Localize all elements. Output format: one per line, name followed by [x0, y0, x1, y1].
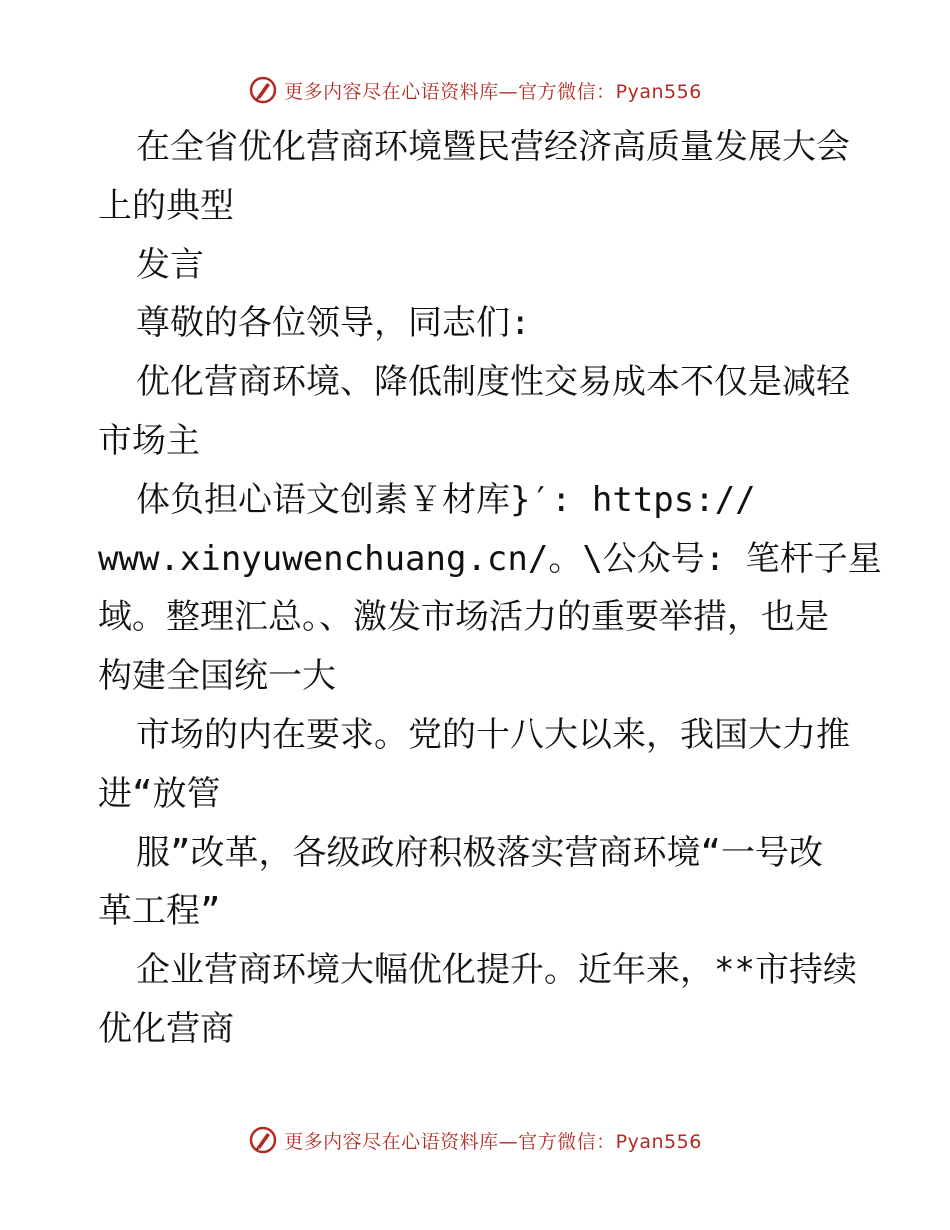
header-watermark-text: 更多内容尽在心语资料库—官方微信：Pyan556: [284, 80, 702, 103]
paragraph-line: 革工程”: [98, 891, 221, 932]
title-line-2: 上的典型: [98, 185, 234, 226]
paragraph-line: 优化营商环境、降低制度性交易成本不仅是减轻: [136, 362, 850, 403]
paragraph-line: 体负担心语文创素￥材库}′: https://: [136, 479, 756, 520]
paragraph-line: 企业营商环境大幅优化提升。近年来，**市持续: [136, 950, 857, 991]
footer-watermark-text: 更多内容尽在心语资料库—官方微信：Pyan556: [284, 1130, 702, 1153]
footer-watermark-banner: [0, 1120, 950, 1160]
salutation: 尊敬的各位领导，同志们:: [136, 303, 531, 344]
paragraph-line: 域。整理汇总。、激发市场活力的重要举措，也是: [98, 597, 829, 638]
pen-logo-icon: [248, 1125, 278, 1155]
paragraph-line: 市场主: [98, 420, 200, 461]
paragraph-line: 服”改革，各级政府积极落实营商环境“一号改: [136, 832, 823, 873]
paragraph-line: 进“放管: [98, 773, 221, 814]
header-watermark-banner: [0, 70, 950, 110]
document-body: [98, 118, 882, 1059]
title-line-3: 发言: [136, 244, 204, 285]
paragraph-line: 构建全国统一大: [98, 656, 336, 697]
paragraph-line: www.xinyuwenchuang.cn/。\公众号: 笔杆子星: [98, 538, 882, 579]
title-line-1: 在全省优化营商环境暨民营经济高质量发展大会: [136, 127, 850, 167]
paragraph-line: 优化营商: [98, 1008, 234, 1049]
paragraph-line: 市场的内在要求。党的十八大以来，我国大力推: [136, 714, 850, 755]
pen-logo-icon: [248, 75, 278, 105]
